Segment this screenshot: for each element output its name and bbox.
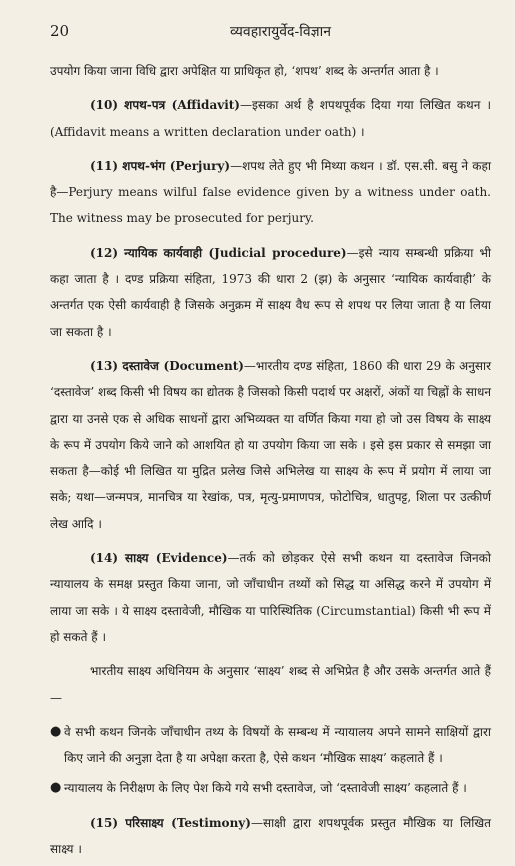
- section-term: परिसाक्ष्य (Testimony): [125, 815, 251, 830]
- section-term: शपथ-भंग (Perjury): [122, 158, 231, 173]
- section-term: दस्तावेज (Document): [122, 358, 244, 373]
- bullet-icon: ●: [50, 780, 62, 796]
- section-term: न्यायिक कार्यवाही (Judicial procedure): [124, 245, 347, 260]
- page-body: [50, 58, 491, 862]
- bullet-text: वे सभी कथन जिनके जाँचाधीन तथ्य के विषयों के सम्बन्ध में न्यायालय अपने सामने साक्षियों द्वारा किए जाने की अनुज्ञा देता है या अपेक्षा करता है, ऐसे कथन ‘मौखिक साक्ष्य’ कहलाते हैं ।: [64, 724, 491, 766]
- page-number: 20: [50, 22, 70, 40]
- bullet-item-oral-evidence: [50, 719, 491, 772]
- section-evidence: [50, 545, 491, 650]
- intro-paragraph: उपयोग किया जाना विधि द्वारा अपेक्षित या प्राधिकृत हो, ‘शपथ’ शब्द के अन्तर्गत आता है ।: [50, 64, 439, 78]
- bullet-icon: ●: [50, 723, 62, 739]
- section-number: (10): [90, 98, 119, 113]
- bullet-text: न्यायालय के निरीक्षण के लिए पेश किये गये सभी दस्तावेज, जो ‘दस्तावेजी साक्ष्य’ कहलाते हैं ।: [64, 781, 467, 796]
- section-text: —इसे न्याय सम्बन्धी प्रक्रिया भी कहा जाता है । दण्ड प्रक्रिया संहिता, 1973 की धारा 2 (झ) के अनुसार ‘न्यायिक कार्यवाही’ के अन्तर्गत एक ऐसी कार्यवाही है जिसके अनुक्रम में साक्ष्य वैध रूप से शपथ पर लिया जाता है या लिया जा सकता है ।: [50, 245, 491, 339]
- section-number: (14): [90, 551, 119, 566]
- section-term: साक्ष्य (Evidence): [125, 551, 228, 566]
- section-term: शपथ-पत्र (Affidavit): [124, 98, 240, 113]
- evidence-act-paragraph: भारतीय साक्ष्य अधिनियम के अनुसार ‘साक्ष्य’ शब्द से अभिप्रेत है और उसके अन्तर्गत आते हैं—: [50, 664, 491, 705]
- section-judicial-procedure: [50, 240, 491, 345]
- section-text: —इसका अर्थ है शपथपूर्वक दिया गया लिखित कथन । (Affidavit means a written declaration under oath) ।: [50, 98, 491, 139]
- page-header: [50, 22, 491, 48]
- running-title: व्यवहारायुर्वेद-विज्ञान: [230, 24, 331, 40]
- section-number: (13): [90, 358, 119, 373]
- section-text: —शपथ लेते हुए भी मिथ्या कथन । डॉ. एस.सी. बसु ने कहा है—Perjury means wilful false evidence given by a witness under oath. The witness may be prosecuted for perjury.: [50, 158, 492, 226]
- bullet-item-documentary-evidence: [50, 775, 491, 801]
- section-text: —तर्क को छोड़कर ऐसे सभी कथन या दस्तावेज जिनको न्यायालय के समक्ष प्रस्तुत किया जाना, जो जाँचाधीन तथ्यों को सिद्ध या असिद्ध करने में उपयोग में लाया जा सके । ये साक्ष्य दस्तावेजी, मौखिक या पारिस्थितिक (Circumstantial) किसी भी रूप में हो सकते हैं ।: [50, 551, 491, 644]
- section-text: —भारतीय दण्ड संहिता, 1860 की धारा 29 के अनुसार ‘दस्तावेज’ शब्द किसी भी विषय का द्योतक है जिसको किसी पदार्थ पर अक्षरों, अंकों या चिह्नों के साधन द्वारा या उनसे एक से अधिक साधनों द्वारा अभिव्यक्त या वर्णित किया गया हो जो उस विषय के साक्ष्य के रूप में उपयोग किये जाने को आशयित हो या उपयोग किया जा सके । इसे इस प्रकार से समझा जा सकता है—कोई भी लिखित या मुद्रित प्रलेख जिसे अभिलेख या साक्ष्य के रूप में प्रयोग में लाया जा सके; यथा—जन्मपत्र, मानचित्र या रेखांक, पत्र, मृत्यु-प्रमाणपत्र, फोटोचित्र, धातुपट्ट, शिला पर उत्कीर्ण लेख आदि ।: [50, 358, 491, 531]
- section-affidavit: [50, 92, 491, 145]
- section-number: (12): [90, 245, 119, 260]
- section-number: (11): [90, 158, 119, 173]
- section-document: [50, 353, 491, 537]
- section-text: —साक्षी द्वारा शपथपूर्वक प्रस्तुत मौखिक या लिखित साक्ष्य ।: [50, 815, 491, 857]
- section-testimony: [50, 810, 491, 863]
- section-number: (15): [90, 815, 119, 830]
- section-perjury: [50, 153, 491, 232]
- evidence-bullet-list: [50, 719, 491, 802]
